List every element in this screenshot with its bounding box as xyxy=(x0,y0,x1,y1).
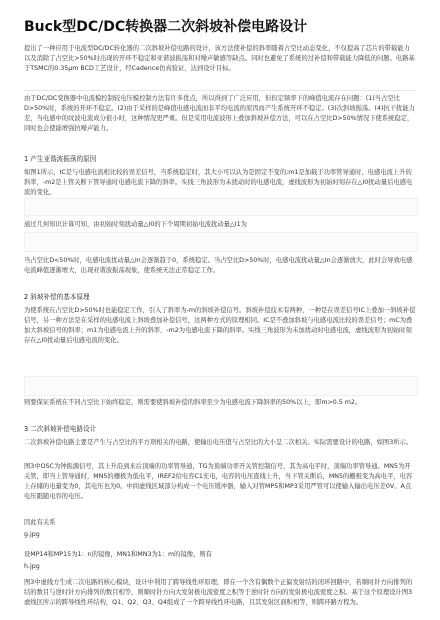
mirror-paragraph: 设MP14和MP15为1：n的镜像，MN1和MN3为1：m的镜像，则有 xyxy=(24,551,212,558)
stability-paragraph: 当占空比D<50%时，电感电流扰动量△In会逐渐趋于0，系统稳定。当占空比D>50%时，电感电流扰动量△In会逐渐放大，此时会导致电感电流峰值逐渐增大，出现亚谐波振荡现象，使系统无法正常稳定工作。 xyxy=(24,257,413,274)
formula-placeholder xyxy=(24,232,418,252)
figure-placeholder xyxy=(24,198,418,216)
translinear-paragraph: 图3中虚线方生成二次电路的核心模块，设计中利用了跨导线性环原理，即在一个含有偶数个正偏发射结的闭环回路中，若顺时针方向排列的结的数目与逆时针方向排列的数目相等，则顺时针方向大发射极电流密度之积等于逆时针方向的发射极电流密度之积。基于这个原理设计图3虚线区所示的跨导线性环结构，Q1、Q2、Q3、Q4组成了一个跨导线性环电路，且其发射区面积相等，则跨环路方程为。 xyxy=(24,579,413,606)
image-file-label: h.jpg xyxy=(24,563,40,570)
divider xyxy=(24,90,416,91)
image-file-label: g.jpg xyxy=(24,531,40,538)
abstract-paragraph: 提出了一种应用于电流型DC/DC转化器的二次斜坡补偿电路的设计，该方法使补偿的斜率随着占空比动态变化，不仅提高了芯片的带载能力以及消除了占空比>50%时出现的开环不稳定和亚谐波振荡和对噪声敏感等缺点。同时也避免了系统的过补偿和带载能力降低的问题。电路基于TSMC的0.35μm BCD工艺设计，经Cadence仿真验证，达到设计目标。 xyxy=(24,45,415,72)
section-heading-2: 2 斜坡补偿的基本原理 xyxy=(24,293,90,301)
section-3-paragraph: 二次斜坡补偿电路主要是产生与占空比的平方项相关的电路，使输出电压值与占空比的大小呈二次相关。实际需要设计的电路，如图3所示。 xyxy=(24,439,413,446)
circuit-description-paragraph: 图3中OSC为钟振源信号，其上升沿到来后顶端的功率管导通，TG为顶端功率开关管控制信号，其为高电平时，顶端功率管导通。MN5为开关管，即当上管导通时，MN5的栅极为低电平，IREF2给电容C1充电，电容的电压直线上升，当下管关断后，MN5的栅极变为高电平，电容上存储的电量变为0，其电压也为0。中间虚线区域部分构成一个电压缓冲器，输入对管MP5和MP3采用严管可以使输入输出电压差0V。A点电压跟随电容的电压。 xyxy=(24,463,413,500)
intro-paragraph: 由于DC/DC变换器中电流模控制较电压模控制方法有许多优点，所以得到了广泛应用，但但定频率下的峰值电流存在问题：(1)当占空比D>50%时，系统的开环不稳定。(2)由于采样的是峰值电感电流而非平均电流的原因而产生系统开环不稳定。(3)次斜坡振荡。(4)抗干扰能力差，当电感中的纹波电流成分很小时，这种情况更严重。但是采用电流波形上叠加斜坡补偿方法，可以在占空比D>50%情况下使系统稳定，同时也会使能增强抗噪声能力。 xyxy=(24,95,415,132)
section-heading-3: 3 二次斜坡补偿电路设计 xyxy=(24,425,97,433)
condition-paragraph: 则要保证系统在不同占空比下始终稳定，则需要使斜坡补偿的斜率至少为电感电流下降斜率的50%以上，即m>0.5 m2。 xyxy=(24,399,362,406)
formula-intro-paragraph: 通过几何知识计算可知，由初始时刻扰动量△I0的下个周期初始电流扰动量△I1为 xyxy=(24,221,247,228)
section-1-paragraph: 如图1所示，IC是与电感电流相比较的误差信号，当系统稳定时，其大小可以认为是固定不变的;m1是加载于功率管导通时，电感电流上升的斜率，-m2是上管关断下管导通时电感电流下降的斜率。实线三角波形为未扰动时的电感电流，虚线波形为初始时刻存在△I0扰动量后电感电流的变化。 xyxy=(24,169,413,196)
relation-paragraph: 因此有关系 xyxy=(24,519,56,526)
page-title: Buck型DC/DC转换器二次斜坡补偿电路设计 xyxy=(24,19,308,35)
section-heading-1: 1 产生亚谐波振荡的原因 xyxy=(24,155,97,163)
section-2-paragraph: 为使系统在占空比D>50%时也能稳定工作，引入了斜率为-m的斜坡补偿信号。斜坡补偿技术有两种，一种是在误差信号IC上叠加一斜坡补偿信号，另一种方法是在采样的电感电流上斜坡叠加补偿信号，这两种方式的原理相同。IC是不叠加斜坡与电感电流比较的误差信号；mC为叠加大斜坡信号的斜率；m1为电感电流上升的斜率，-m2为电感电流下降的斜率。实线三角波形为未加扰动时电感电流，虚线波形为初始时刻存在△I0扰动量后电感电流的变化。 xyxy=(24,307,416,344)
formula-placeholder xyxy=(24,376,418,396)
